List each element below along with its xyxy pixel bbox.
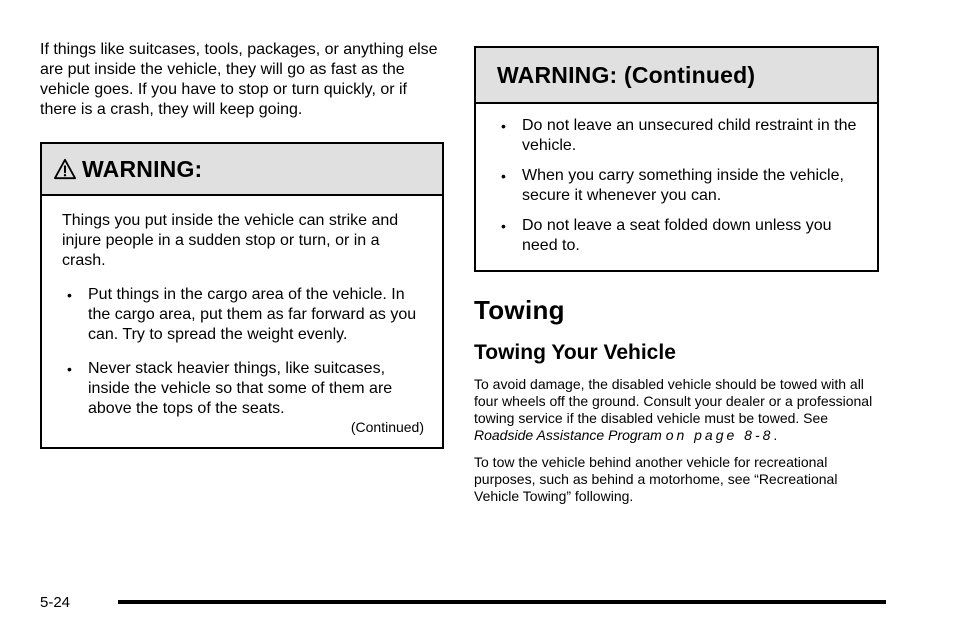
- warning-box: [40, 142, 444, 449]
- subsection-heading: Towing Your Vehicle: [474, 341, 676, 364]
- list-item: [496, 166, 857, 206]
- towing-paragraph: [474, 376, 879, 444]
- warning-body: [42, 196, 442, 447]
- bullet-icon: •: [67, 287, 72, 303]
- warning-continued-box: [474, 46, 879, 272]
- list-item-text: Never stack heavier things, like suitcases, inside the vehicle so that some of them are above the tops of the seats.: [88, 360, 393, 417]
- warning-text: Things you put inside the vehicle can strike and injure people in a sudden stop or turn, or in a crash.: [62, 212, 399, 269]
- bullet-icon: •: [501, 168, 506, 184]
- recreational-towing-paragraph: To tow the vehicle behind another vehicle for recreational purposes, such as behind a motorhome, see “Recreational Vehicle Towing” following.: [474, 454, 838, 504]
- continued-label: (Continued): [350, 419, 424, 435]
- bullet-icon: •: [501, 118, 506, 134]
- warning-continued-title: WARNING: (Continued): [497, 61, 756, 88]
- warning-title: WARNING:: [82, 155, 203, 182]
- left-column: [40, 40, 444, 449]
- warning-bullet-list: [62, 285, 422, 419]
- list-item-text: Put things in the cargo area of the vehicle. In the cargo area, put them as far forward as you can. Try to spread the weight evenly.: [88, 286, 417, 343]
- cross-reference-page[interactable]: on page 8-8: [665, 427, 774, 443]
- list-item: [496, 116, 857, 156]
- section-heading: Towing: [474, 295, 565, 325]
- warning-continued-bullet-list: [496, 116, 857, 256]
- list-item: [496, 216, 857, 256]
- intro-paragraph: If things like suitcases, tools, packages, or anything else are put inside the vehicle, they will go as fast as the vehicle goes. If you have to stop or turn quickly, or if there is a crash, they will keep going.: [40, 41, 438, 118]
- towing-paragraph-end: .: [773, 427, 778, 443]
- list-item: [62, 285, 422, 345]
- warning-header: [42, 144, 442, 196]
- warning-triangle-icon: [54, 158, 76, 180]
- right-column: [474, 46, 879, 505]
- footer-divider: [118, 600, 886, 604]
- bullet-icon: •: [67, 361, 72, 377]
- list-item: [62, 359, 422, 419]
- list-item-text: When you carry something inside the vehicle, secure it whenever you can.: [522, 167, 844, 204]
- warning-continued-header: [476, 48, 877, 104]
- cross-reference-link[interactable]: Roadside Assistance Program: [474, 427, 662, 443]
- list-item-text: Do not leave an unsecured child restraint in the vehicle.: [522, 117, 857, 154]
- warning-continued-body: [476, 104, 877, 270]
- bullet-icon: •: [501, 218, 506, 234]
- list-item-text: Do not leave a seat folded down unless you need to.: [522, 217, 832, 254]
- page-number: 5-24: [40, 594, 71, 611]
- towing-paragraph-text: To avoid damage, the disabled vehicle should be towed with all four wheels off the ground. Consult your dealer or a professional towing service if the disabled vehicle must be towed. See: [474, 376, 873, 426]
